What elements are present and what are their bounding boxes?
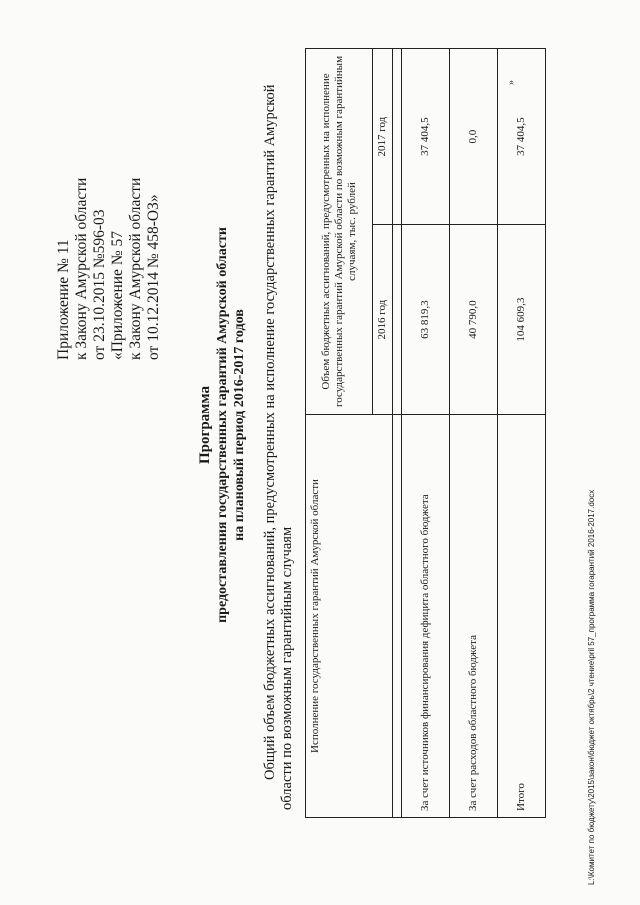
column-header-2017: 2017 год	[373, 49, 393, 225]
value-2016: 40 790,0	[450, 225, 498, 415]
appendix-line: от 23.10.2015 №596-03	[91, 209, 108, 360]
value-2017: 37 404,5	[498, 49, 546, 225]
row-label: За счет источников финансирования дефицита областного бюджета	[402, 415, 450, 818]
table-spacer-row	[393, 49, 402, 818]
title-line: на плановый период 2016-2017 годов	[232, 309, 247, 541]
row-label: Итого	[498, 415, 546, 818]
title-line: Программа	[197, 386, 213, 464]
title-line: предоставления государственных гарантий Амурской области	[215, 227, 230, 623]
appendix-line: «Приложение № 57	[109, 231, 126, 360]
appendix-line: Приложение № 11	[55, 239, 72, 360]
table-header-row	[306, 49, 373, 818]
row-label: За счет расходов областного бюджета	[450, 415, 498, 818]
table-row	[402, 49, 450, 818]
appendix-line: к Закону Амурской области	[127, 177, 144, 360]
guarantee-table	[305, 48, 546, 818]
table-row	[450, 49, 498, 818]
value-2017: 37 404,5	[402, 49, 450, 225]
value-2017: 0,0	[450, 49, 498, 225]
value-2016: 104 609,3	[498, 225, 546, 415]
column-header-2016: 2016 год	[373, 225, 393, 415]
file-path-footer: L:\Комитет по бюджету\2015\закон\бюджет октябрь\2 чтение\pril 57_программа гогарантий 2016-2017.docx	[587, 489, 596, 885]
appendix-reference	[55, 178, 163, 360]
column-header-name: Исполнение государственных гарантий Амурской области	[306, 415, 393, 818]
document-title	[196, 0, 248, 905]
closing-quote: »	[506, 80, 517, 85]
table-row	[498, 49, 546, 818]
column-header-volume: Объем бюджетных ассигнований, предусмотренных на исполнение государственных гарантий Амурской области по возможным гарантийным случаям, тыс. рублей	[306, 49, 373, 415]
appendix-line: от 10.12.2014 № 458-ОЗ»	[145, 194, 162, 360]
value-2016: 63 819,3	[402, 225, 450, 415]
appendix-line: к Закону Амурской области	[73, 177, 90, 360]
intro-paragraph: Общий объем бюджетных ассигнований, предусмотренных на исполнение государственных гарантий Амурской области по возможным гарантийным случаям	[262, 84, 295, 810]
